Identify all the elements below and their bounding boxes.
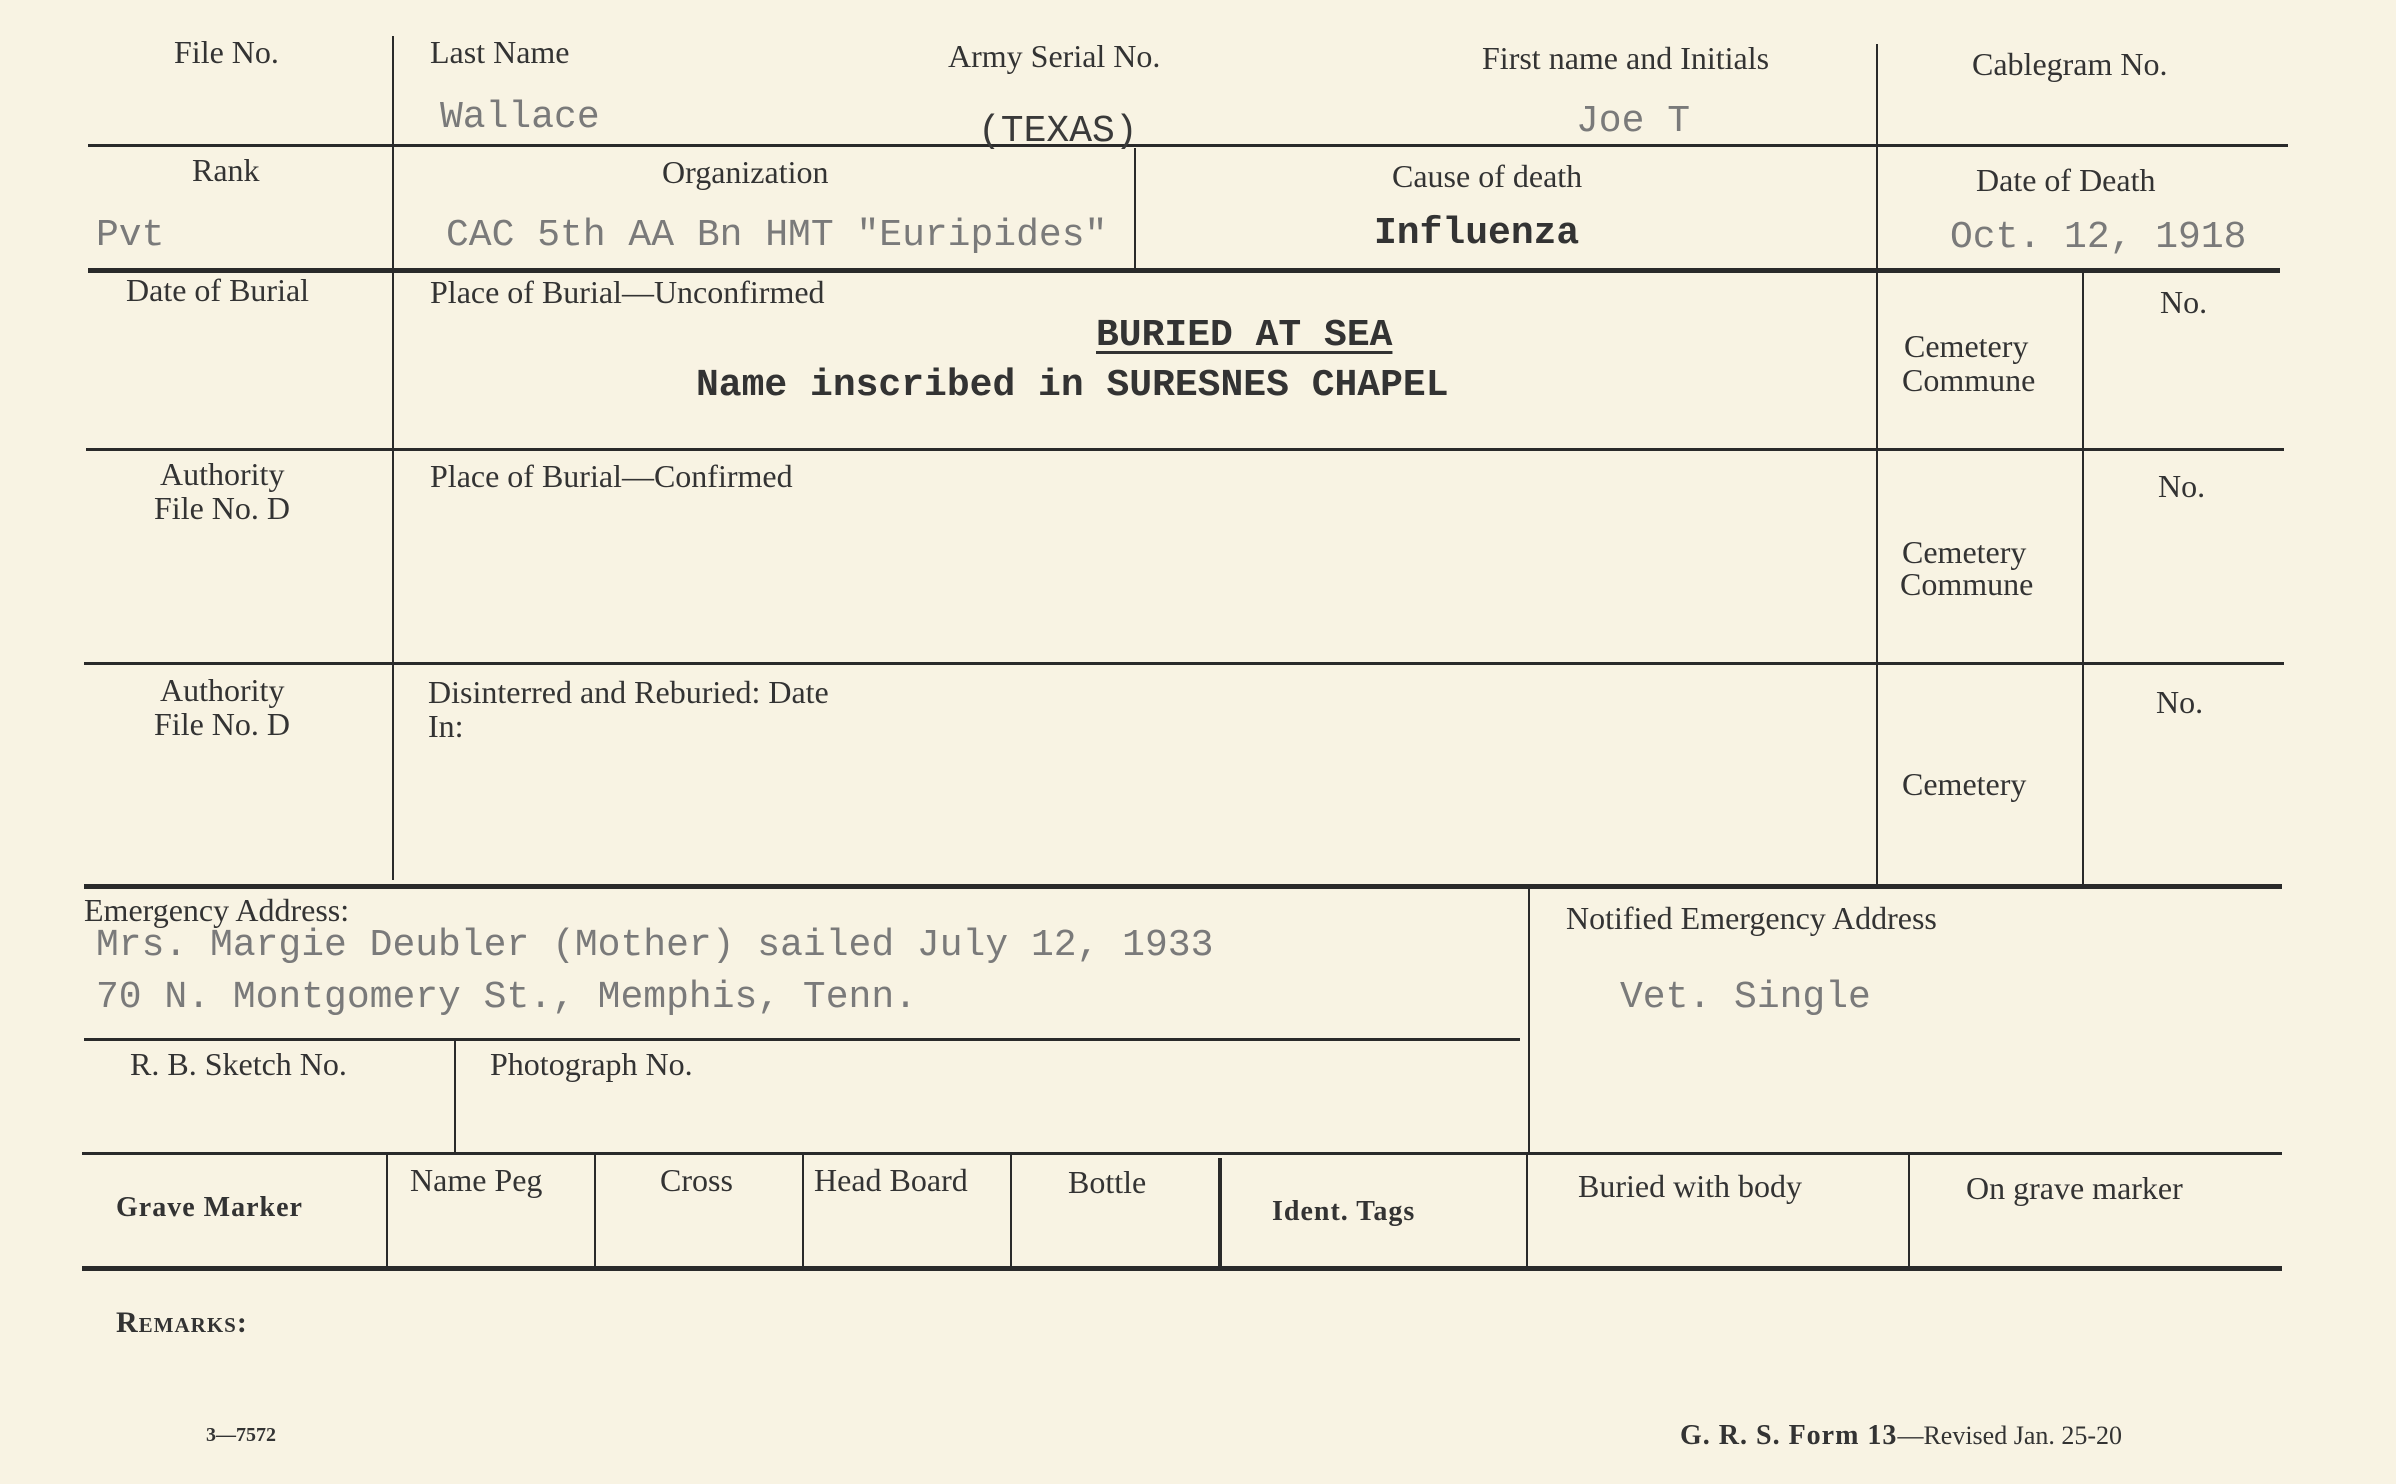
rule-row6 [82, 1152, 2282, 1155]
form-footer [1680, 1420, 2122, 1452]
label-name-peg: Name Peg [410, 1162, 543, 1198]
value-date-of-death: Oct. 12, 1918 [1950, 216, 2247, 259]
label-army-serial: Army Serial No. [948, 38, 1161, 74]
vrule-org [1134, 148, 1136, 268]
label-bottle: Bottle [1068, 1164, 1147, 1200]
label-first-name: First name and Initials [1482, 40, 1770, 76]
label-organization: Organization [662, 154, 829, 190]
label-commune-1: Commune [1902, 362, 2036, 398]
label-file-no-d-1: File No. D [154, 490, 290, 526]
label-date-of-burial: Date of Burial [126, 272, 310, 308]
value-rank: Pvt [96, 214, 165, 257]
label-cablegram: Cablegram No. [1972, 46, 2168, 82]
label-disinterred: Disinterred and Reburied: Date [428, 674, 829, 710]
vrule-marker4 [1010, 1154, 1012, 1266]
label-commune-2: Commune [1900, 566, 2034, 602]
label-cemetery-2: Cemetery [1902, 534, 2027, 570]
label-no-3: No. [2156, 684, 2204, 720]
label-emergency-address: Emergency Address: [84, 892, 350, 928]
label-authority-1: Authority [160, 456, 285, 492]
label-photograph: Photograph No. [490, 1046, 693, 1082]
rule-row4 [84, 662, 2284, 665]
label-place-unconfirmed: Place of Burial—Unconfirmed [430, 274, 825, 310]
rule-row1 [88, 144, 2288, 147]
value-serial-state: (TEXAS) [978, 110, 1138, 153]
label-cemetery-1: Cemetery [1904, 328, 2029, 364]
label-buried-with-body: Buried with body [1578, 1168, 1802, 1204]
vrule-marker3 [802, 1154, 804, 1266]
label-place-confirmed: Place of Burial—Confirmed [430, 458, 793, 494]
label-cause-of-death: Cause of death [1392, 158, 1583, 194]
label-ident-tags: Ident. Tags [1272, 1196, 1416, 1227]
form-code: 3—7572 [206, 1424, 276, 1446]
value-inscribed: Name inscribed in SURESNES CHAPEL [696, 364, 1449, 407]
label-last-name: Last Name [430, 34, 570, 70]
label-no-1: No. [2160, 284, 2208, 320]
label-in: In: [428, 708, 464, 744]
label-file-no-d-2: File No. D [154, 706, 290, 742]
value-buried-at-sea: BURIED AT SEA [1096, 314, 1393, 357]
vrule-left [392, 36, 394, 880]
label-date-of-death: Date of Death [1976, 162, 2156, 198]
vrule-marker5 [1218, 1158, 1222, 1266]
label-head-board: Head Board [814, 1162, 968, 1198]
rule-row5 [84, 884, 2282, 889]
value-last-name: Wallace [440, 96, 600, 139]
label-cemetery-3: Cemetery [1902, 766, 2027, 802]
vrule-no [2082, 270, 2084, 884]
rule-row3 [86, 448, 2284, 451]
value-emergency-line1: Mrs. Margie Deubler (Mother) sailed July 12, 1933 [96, 924, 1214, 967]
value-emergency-line2: 70 N. Montgomery St., Memphis, Tenn. [96, 976, 917, 1019]
value-organization: CAC 5th AA Bn HMT "Euripides" [446, 214, 1108, 257]
label-grave-marker: Grave Marker [116, 1192, 303, 1223]
vrule-marker6 [1526, 1154, 1528, 1266]
form-revised: —Revised Jan. 25-20 [1897, 1421, 2123, 1450]
label-rank: Rank [192, 152, 260, 188]
label-on-grave-marker: On grave marker [1966, 1170, 2183, 1206]
label-rb-sketch: R. B. Sketch No. [130, 1046, 347, 1082]
vrule-notified [1528, 888, 1530, 1152]
label-notified-emergency: Notified Emergency Address [1566, 900, 1937, 936]
label-cross: Cross [660, 1162, 733, 1198]
rule-emergency [84, 1038, 1520, 1041]
label-no-2: No. [2158, 468, 2206, 504]
value-notified: Vet. Single [1620, 976, 1871, 1019]
value-cause-of-death: Influenza [1374, 212, 1580, 255]
vrule-sketch [454, 1040, 456, 1152]
label-remarks: Remarks: [116, 1306, 248, 1339]
label-file-no: File No. [174, 34, 279, 70]
vrule-marker2 [594, 1154, 596, 1266]
form-name: G. R. S. Form 13 [1680, 1420, 1898, 1451]
value-first-name: Joe T [1576, 100, 1691, 143]
vrule-marker7 [1908, 1154, 1910, 1266]
vrule-right [1876, 44, 1878, 884]
label-authority-2: Authority [160, 672, 285, 708]
vrule-marker1 [386, 1154, 388, 1266]
rule-row7 [82, 1266, 2282, 1271]
rule-row2 [88, 268, 2280, 273]
